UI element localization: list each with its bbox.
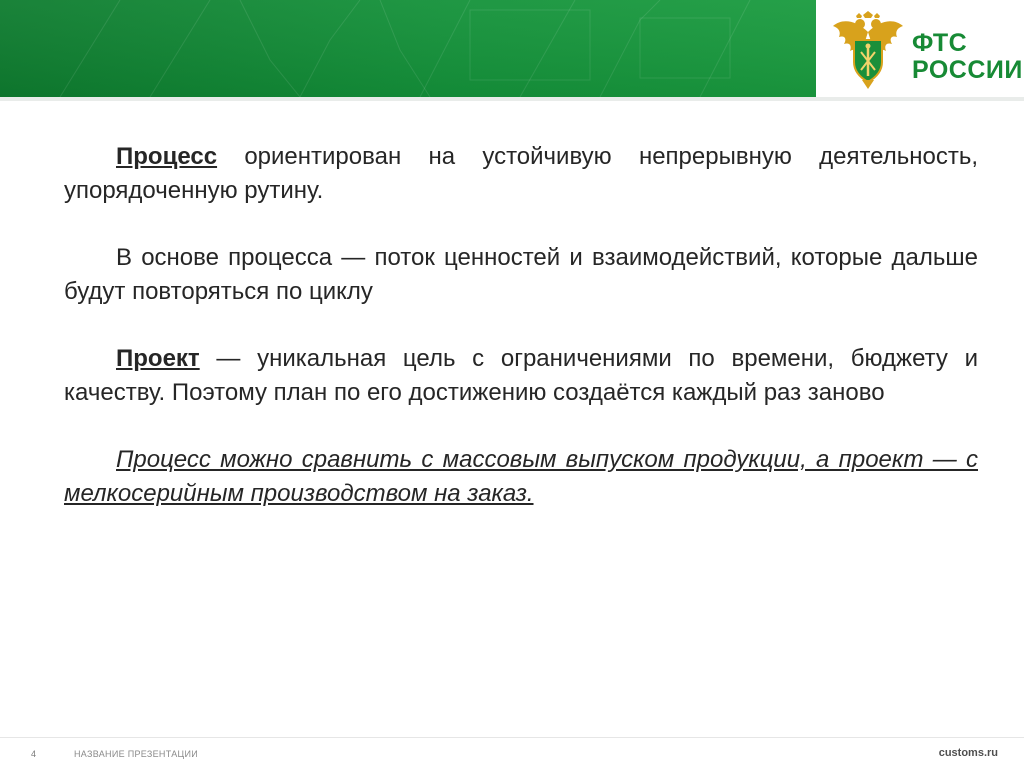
header-green-band bbox=[0, 0, 816, 97]
logo-line-1: ФТС bbox=[912, 29, 968, 57]
term-project: Проект bbox=[116, 345, 200, 372]
paragraph-project-definition bbox=[64, 342, 978, 410]
presentation-name: НАЗВАНИЕ ПРЕЗЕНТАЦИИ bbox=[74, 749, 199, 759]
fts-logo-text bbox=[912, 30, 1023, 84]
double-headed-eagle-emblem-icon bbox=[830, 10, 906, 90]
slide-body bbox=[64, 140, 978, 544]
paragraph-process-basis: В основе процесса — поток ценностей и взаимодействий, которые дальше будут повторяться по циклу bbox=[64, 244, 978, 305]
slide-footer bbox=[0, 737, 1024, 768]
paragraph-process-definition bbox=[64, 140, 978, 208]
fts-logo bbox=[826, 8, 1022, 92]
paragraph-project-text: — уникальная цель с ограничениями по времени, бюджету и качеству. Поэтому план по его достижению создаётся каждый раз заново bbox=[64, 345, 978, 406]
header-decorative-pattern bbox=[0, 0, 816, 97]
term-process: Процесс bbox=[116, 143, 218, 170]
logo-line-2: РОССИИ bbox=[912, 56, 1023, 84]
slide-number: 4 bbox=[31, 749, 37, 759]
paragraph-process-text: ориентирован на устойчивую непрерывную деятельность, упорядоченную рутину. bbox=[64, 143, 978, 204]
slide-header bbox=[0, 0, 1024, 97]
site-link[interactable]: customs.ru bbox=[938, 747, 998, 759]
paragraph-comparison: Процесс можно сравнить с массовым выпуском продукции, а проект — с мелкосерийным производством на заказ. bbox=[64, 446, 978, 507]
header-divider bbox=[0, 97, 1024, 101]
